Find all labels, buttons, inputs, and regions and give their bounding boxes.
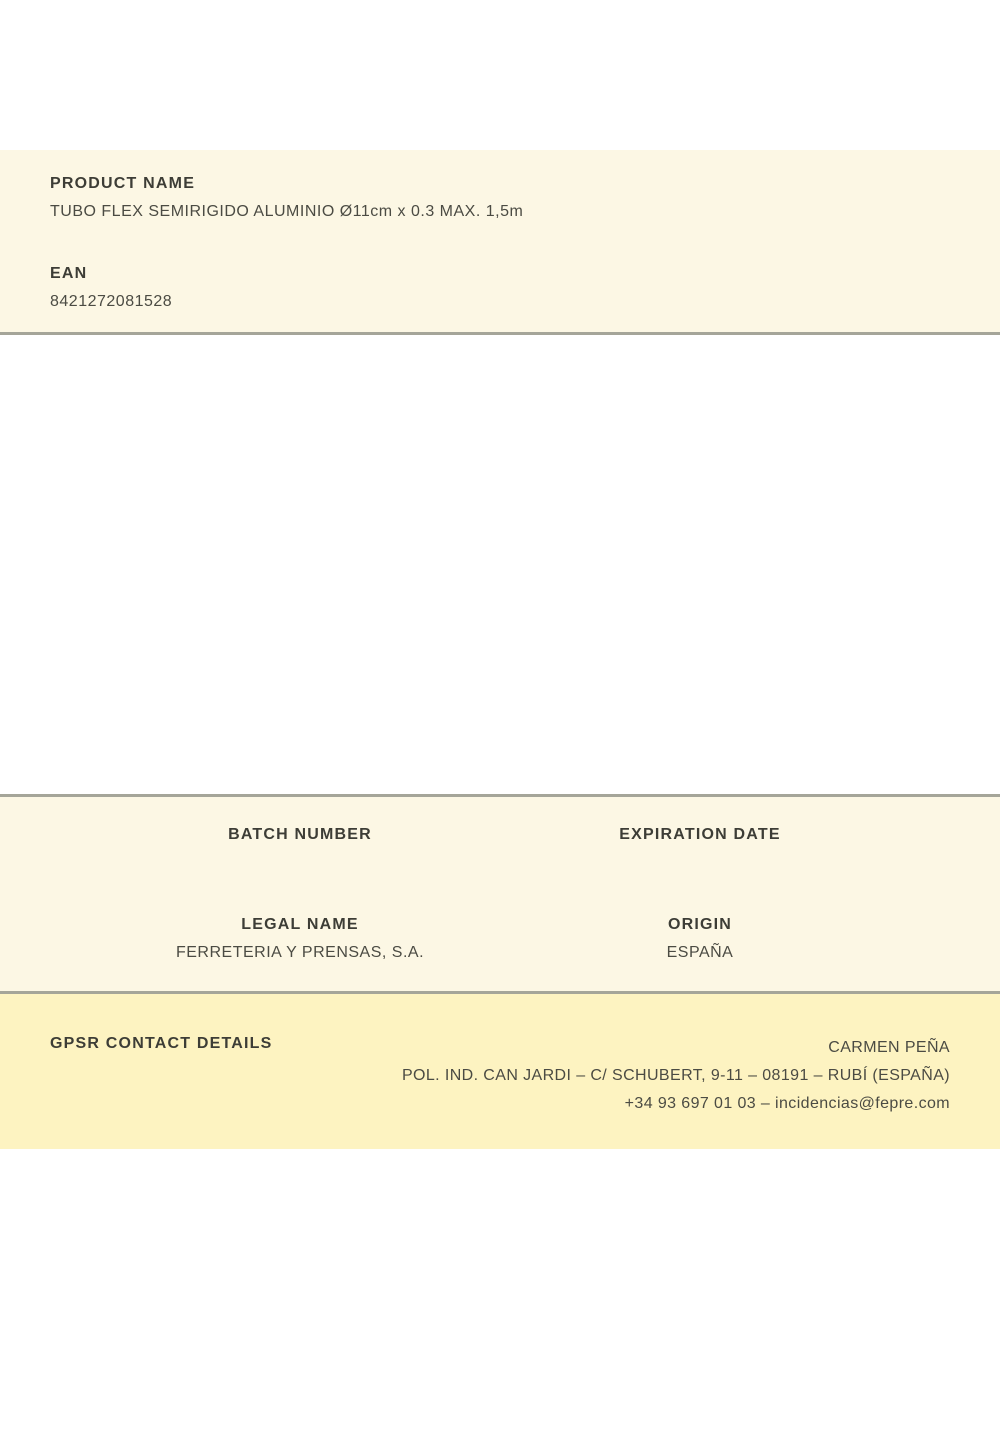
legal-origin-row [100,915,900,963]
gpsr-contact-block [273,1034,950,1118]
gpsr-contact-label: GPSR CONTACT DETAILS [50,1035,273,1052]
contact-person-name: CARMEN PEÑA [828,1039,950,1056]
expiration-date-field [500,825,900,873]
origin-label: ORIGIN [667,916,733,933]
contact-phone-email: +34 93 697 01 03 – incidencias@fepre.com [624,1095,950,1112]
ean-value: 8421272081528 [50,293,173,310]
legal-name-value: FERRETERIA Y PRENSAS, S.A. [175,944,425,961]
product-name-value: TUBO FLEX SEMIRIGIDO ALUMINIO Ø11cm x 0.3 MAX. 1,5m [50,203,524,220]
product-section [0,150,1000,335]
batch-expiration-row [100,825,900,873]
expiration-date-label: EXPIRATION DATE [619,826,781,843]
expiration-date-value [500,853,900,873]
batch-number-value [100,853,500,873]
contact-address: POL. IND. CAN JARDI – C/ SCHUBERT, 9-11 – 08191 – RUBÍ (ESPAÑA) [401,1067,950,1084]
origin-field [500,915,900,963]
product-name-label: PRODUCT NAME [50,175,196,192]
batch-section [0,794,1000,994]
legal-name-label: LEGAL NAME [241,916,359,933]
batch-number-label: BATCH NUMBER [228,826,372,843]
legal-name-field [100,915,500,963]
gpsr-section [0,994,1000,1149]
batch-number-field [100,825,500,873]
product-info-page [0,150,1000,1149]
ean-label: EAN [50,265,88,282]
origin-value: ESPAÑA [666,944,734,961]
gpsr-row [50,1034,950,1118]
